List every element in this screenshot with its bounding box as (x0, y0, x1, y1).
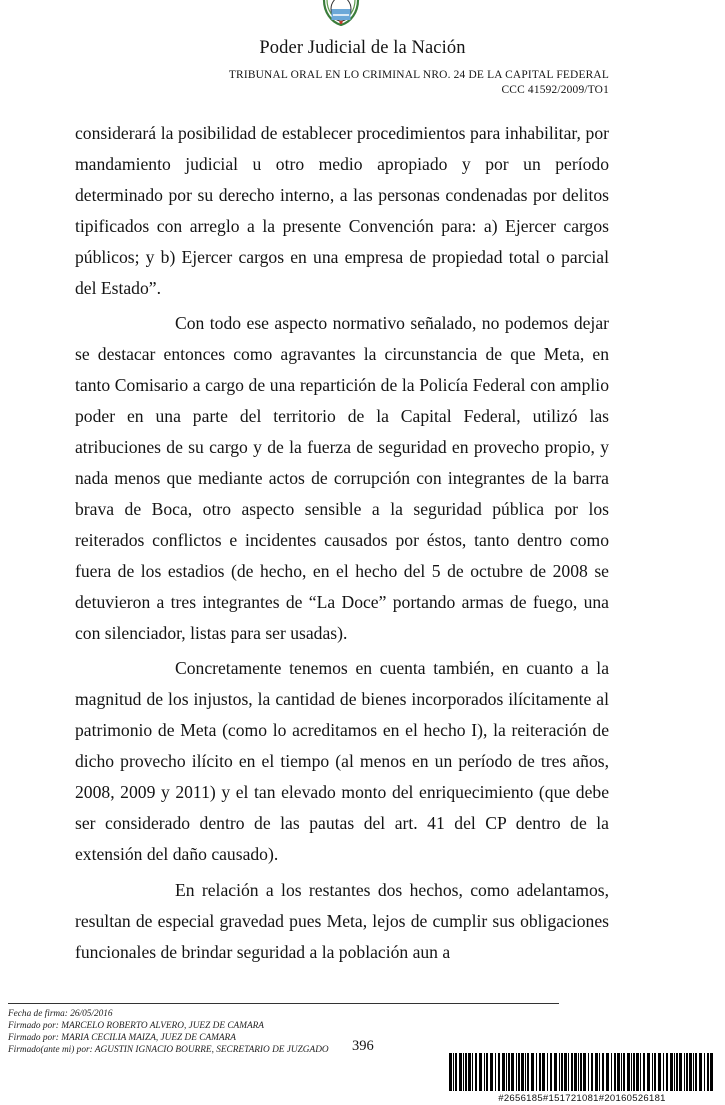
signer-line: Firmado(ante mi) por: AGUSTIN IGNACIO BOURRE, SECRETARIO DE JUZGADO (8, 1045, 329, 1055)
coat-of-arms-icon (321, 0, 361, 26)
paragraph: Concretamente tenemos en cuenta también, en cuanto a la magnitud de los injustos, la cantidad de bienes incorporados ilícitamente al patrimonio de Meta (como lo acreditamos en el hecho I), la reiteración de dicho provecho ilícito en el tiempo (al menos en un período de tres años, 2008, 2009 y 2011) y el tan elevado monto del enriquecimiento (que debe ser considerado dentro de las pautas del art. 41 del CP dentro de la extensión del daño causado). (75, 658, 609, 864)
barcode-text: #2656185#151721081#20160526181 (498, 1093, 666, 1104)
paragraph: En relación a los restantes dos hechos, como adelantamos, resultan de especial gravedad pues Meta, lejos de cumplir sus obligaciones funcionales de brindar seguridad a la población aun a (75, 879, 609, 962)
barcode-icon (447, 1053, 717, 1091)
page-number: 396 (352, 1038, 374, 1054)
case-number: CCC 41592/2009/TO1 (501, 84, 609, 96)
document-body (75, 118, 609, 972)
paragraph: Con todo ese aspecto normativo señalado, no podemos dejar se destacar entonces como agravantes la circunstancia de que Meta, en tanto Comisario a cargo de una repartición de la Policía Federal con amplio poder en una parte del territorio de la Capital Federal, utilizó las atribuciones de su cargo y de la fuerza de seguridad en provecho propio, y nada menos que mediante actos de corrupción con integrantes de la barra brava de Boca, otro aspecto sensible a la seguridad pública por los reiterados conflictos e incidentes causados por éstos, tanto dentro como fuera de los estadios (de hecho, en el hecho del 5 de octubre de 2008 se detuvieron a tres integrantes de “La Doce” portando armas de fuego, una con silenciador, listas para ser usadas). (75, 313, 609, 643)
footer-divider (8, 1003, 559, 1004)
barcode (447, 1053, 717, 1104)
tribunal-name: TRIBUNAL ORAL EN LO CRIMINAL NRO. 24 DE LA CAPITAL FEDERAL (228, 69, 609, 81)
signature-date: Fecha de firma: 26/05/2016 (8, 1009, 113, 1019)
signer-line: Firmado por: MARIA CECILIA MAIZA, JUEZ DE CAMARA (8, 1033, 236, 1043)
institution-title: Poder Judicial de la Nación (259, 38, 466, 58)
signer-line: Firmado por: MARCELO ROBERTO ALVERO, JUEZ DE CAMARA (8, 1021, 264, 1031)
paragraph: considerará la posibilidad de establecer procedimientos para inhabilitar, por mandamiento judicial u otro medio apropiado y por un período determinado por su derecho interno, a las personas condenadas por delitos tipificados con arreglo a la presente Convención para: a) Ejercer cargos públicos; y b) Ejercer cargos en una empresa de propiedad total o parcial del Estado”. (75, 123, 609, 298)
